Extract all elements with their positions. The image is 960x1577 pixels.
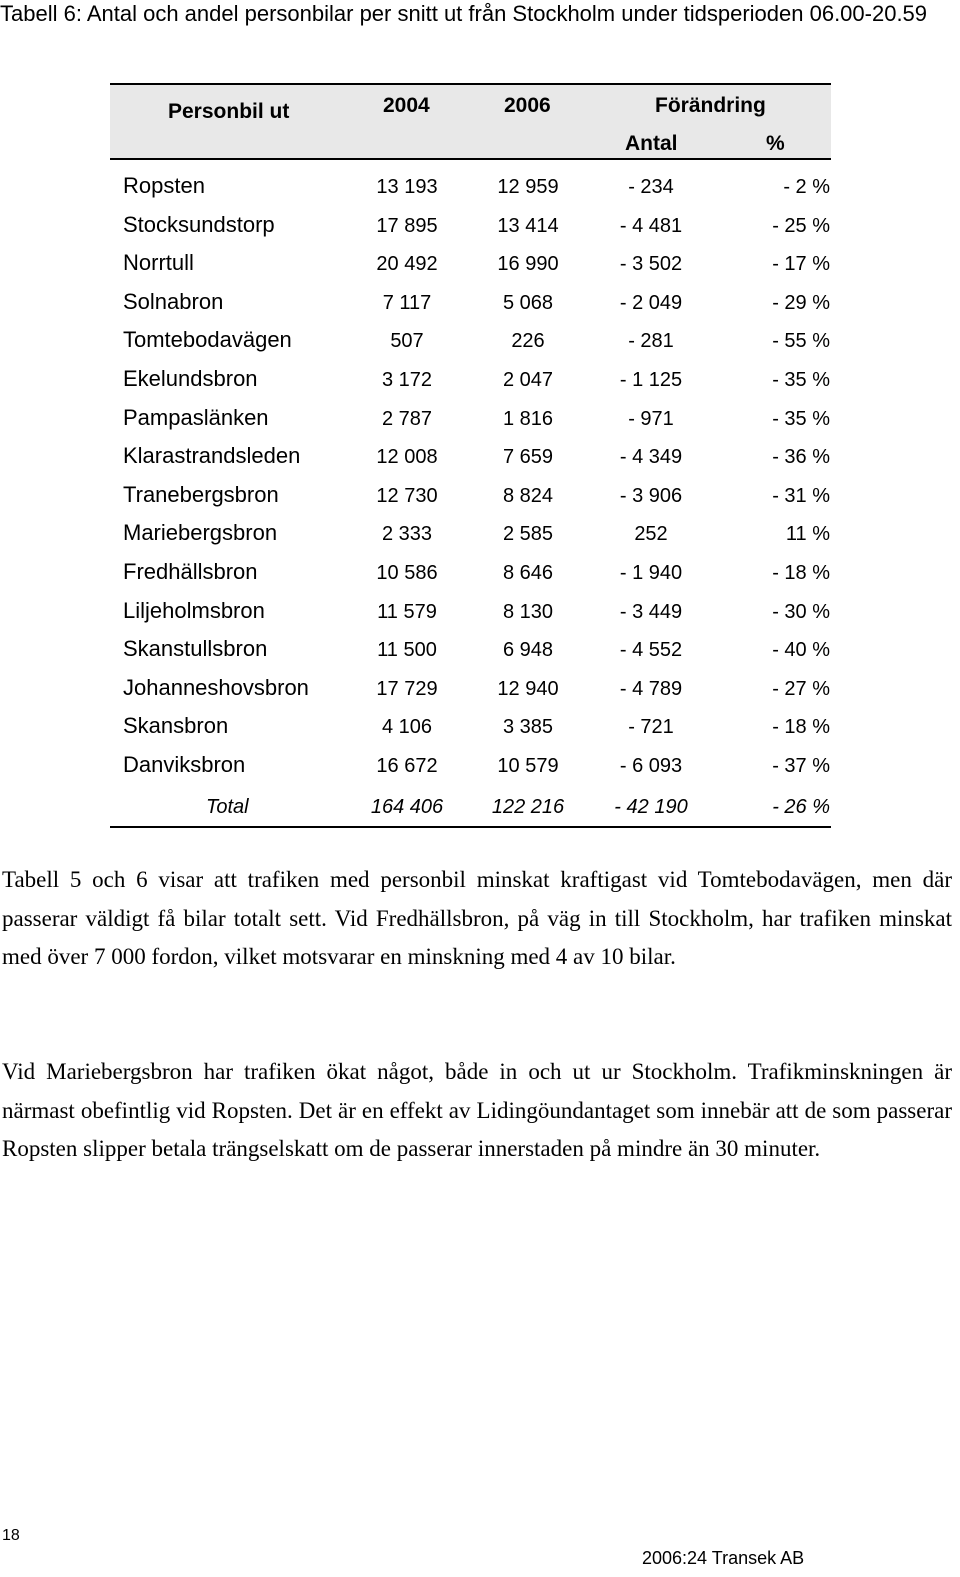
row-pct: - 27 % bbox=[772, 677, 830, 700]
table-row bbox=[110, 404, 831, 443]
row-diff: 252 bbox=[634, 523, 668, 546]
table-row bbox=[110, 249, 831, 288]
header-percent: % bbox=[766, 132, 785, 155]
header-antal: Antal bbox=[625, 132, 678, 155]
page-number: 18 bbox=[2, 1527, 20, 1544]
row-pct: - 25 % bbox=[772, 214, 830, 237]
row-pct: - 2 % bbox=[783, 176, 830, 198]
row-pct: - 36 % bbox=[772, 446, 830, 469]
row-name: Skansbron bbox=[123, 713, 229, 739]
row-pct: - 35 % bbox=[772, 407, 830, 430]
traffic-table bbox=[110, 83, 831, 828]
row-diff: - 2 049 bbox=[619, 291, 683, 314]
header-change: Förändring bbox=[655, 94, 766, 117]
row-2004: 2 333 bbox=[381, 523, 433, 546]
row-2004: 12 730 bbox=[376, 484, 438, 507]
row-name: Liljeholmsbron bbox=[123, 597, 265, 623]
row-name: Tomtebodavägen bbox=[123, 327, 292, 353]
table-row bbox=[110, 172, 831, 211]
row-name: Fredhällsbron bbox=[123, 558, 258, 584]
row-pct: - 30 % bbox=[772, 600, 830, 623]
row-2006: 16 990 bbox=[497, 253, 559, 276]
row-2006: 5 068 bbox=[502, 291, 554, 314]
table-row bbox=[110, 635, 831, 674]
row-2004: 3 172 bbox=[381, 368, 433, 391]
row-pct: - 17 % bbox=[772, 253, 830, 276]
row-2006: 8 646 bbox=[502, 561, 554, 584]
row-diff: - 4 789 bbox=[619, 677, 683, 700]
table-caption: Tabell 6: Antal och andel personbilar per snitt ut från Stockholm under tidsperioden 06.00-20.59 bbox=[0, 1, 928, 26]
row-pct: - 35 % bbox=[772, 368, 830, 391]
table-row bbox=[110, 751, 831, 790]
row-2006: 2 585 bbox=[502, 523, 554, 546]
row-2004: 16 672 bbox=[376, 754, 438, 777]
table-body bbox=[110, 160, 831, 828]
row-2004: 7 117 bbox=[382, 291, 432, 314]
row-2006: 6 948 bbox=[502, 639, 554, 662]
table-row bbox=[110, 211, 831, 250]
row-diff: - 281 bbox=[628, 330, 674, 353]
table-row bbox=[110, 442, 831, 481]
row-name: Ekelundsbron bbox=[123, 365, 258, 391]
table-row bbox=[110, 365, 831, 404]
row-2006: 226 bbox=[511, 330, 545, 353]
row-pct: - 31 % bbox=[772, 484, 830, 507]
body-paragraph: Vid Mariebergsbron har trafiken ökat något, både in och ut ur Stockholm. Trafikminskningen är närmast obefintlig vid Ropsten. Det är en effekt av Lidingöundantaget som innebär att de som passerar Ropsten slipper betala trängselskatt om de passerar innerstaden på mindre än 30 minuter. bbox=[2, 1059, 952, 1161]
row-name: Johanneshovsbron bbox=[123, 674, 309, 700]
row-diff: - 4 349 bbox=[619, 446, 683, 469]
row-pct: - 40 % bbox=[772, 639, 830, 662]
body-paragraph: Tabell 5 och 6 visar att trafiken med personbil minskat kraftigast vid Tomtebodavägen, men där passerar väldigt få bilar totalt sett. Vid Fredhällsbron, på väg in till Stockholm, har trafiken minskat med över 7 000 fordon, vilket motsvarar en minskning med 4 av 10 bilar. bbox=[2, 867, 952, 969]
row-2006: 13 414 bbox=[497, 214, 559, 237]
table-row bbox=[110, 674, 831, 713]
row-diff: - 6 093 bbox=[619, 754, 683, 777]
total-pct: - 26 % bbox=[772, 795, 830, 818]
row-name: Mariebergsbron bbox=[123, 520, 278, 546]
table-row bbox=[110, 597, 831, 636]
row-name: Norrtull bbox=[123, 250, 194, 276]
row-diff: - 3 906 bbox=[619, 484, 683, 507]
row-2004: 12 008 bbox=[376, 446, 438, 469]
row-2006: 1 816 bbox=[502, 407, 554, 430]
table-total-row bbox=[110, 790, 831, 828]
row-pct: - 18 % bbox=[772, 561, 830, 584]
row-2004: 2 787 bbox=[381, 407, 433, 430]
row-2004: 4 106 bbox=[381, 716, 433, 739]
header-label: Personbil ut bbox=[168, 100, 290, 123]
row-2004: 17 895 bbox=[376, 214, 438, 237]
table-header bbox=[110, 83, 831, 160]
row-2006: 12 940 bbox=[497, 677, 559, 700]
row-name: Ropsten bbox=[123, 173, 205, 198]
row-name: Danviksbron bbox=[123, 751, 246, 777]
table-row bbox=[110, 519, 831, 558]
row-2004: 13 193 bbox=[376, 176, 438, 198]
row-2006: 2 047 bbox=[502, 368, 554, 391]
row-name: Klarastrandsleden bbox=[123, 443, 301, 469]
row-pct: 11 % bbox=[785, 523, 830, 546]
row-diff: - 3 449 bbox=[619, 600, 683, 623]
row-diff: - 4 552 bbox=[619, 639, 683, 662]
table-row bbox=[110, 712, 831, 751]
total-2004: 164 406 bbox=[370, 795, 444, 818]
table-row bbox=[110, 481, 831, 520]
row-2006: 3 385 bbox=[502, 716, 554, 739]
row-diff: - 971 bbox=[628, 407, 674, 430]
row-name: Solnabron bbox=[123, 288, 224, 314]
row-pct: - 29 % bbox=[772, 291, 830, 314]
row-pct: - 18 % bbox=[772, 716, 830, 739]
row-2004: 507 bbox=[390, 330, 424, 353]
row-2004: 10 586 bbox=[376, 561, 438, 584]
row-diff: - 721 bbox=[628, 716, 674, 739]
total-2006: 122 216 bbox=[491, 795, 565, 818]
row-2006: 10 579 bbox=[497, 754, 559, 777]
row-2006: 8 130 bbox=[502, 600, 554, 623]
row-diff: - 1 125 bbox=[619, 368, 683, 391]
row-diff: - 4 481 bbox=[619, 214, 683, 237]
total-label: Total bbox=[206, 795, 249, 818]
row-2006: 8 824 bbox=[502, 484, 554, 507]
row-name: Skanstullsbron bbox=[123, 636, 268, 662]
header-year-2004: 2004 bbox=[383, 94, 430, 117]
row-diff: - 234 bbox=[628, 176, 674, 198]
row-2004: 17 729 bbox=[376, 677, 438, 700]
total-diff: - 42 190 bbox=[614, 795, 688, 818]
row-name: Pampaslänken bbox=[123, 404, 269, 430]
table-row bbox=[110, 326, 831, 365]
table-row bbox=[110, 288, 831, 327]
row-2004: 20 492 bbox=[376, 253, 438, 276]
row-name: Stocksundstorp bbox=[123, 211, 275, 237]
row-pct: - 55 % bbox=[772, 330, 830, 353]
row-diff: - 1 940 bbox=[619, 561, 683, 584]
row-2006: 12 959 bbox=[497, 176, 559, 198]
row-pct: - 37 % bbox=[772, 754, 830, 777]
row-2004: 11 579 bbox=[377, 600, 437, 623]
row-name: Tranebergsbron bbox=[123, 481, 279, 507]
row-diff: - 3 502 bbox=[619, 253, 683, 276]
row-2004: 11 500 bbox=[377, 639, 437, 662]
footer-text: 2006:24 Transek AB bbox=[642, 1548, 805, 1568]
row-2006: 7 659 bbox=[502, 446, 554, 469]
header-year-2006: 2006 bbox=[504, 94, 551, 117]
table-row bbox=[110, 558, 831, 597]
